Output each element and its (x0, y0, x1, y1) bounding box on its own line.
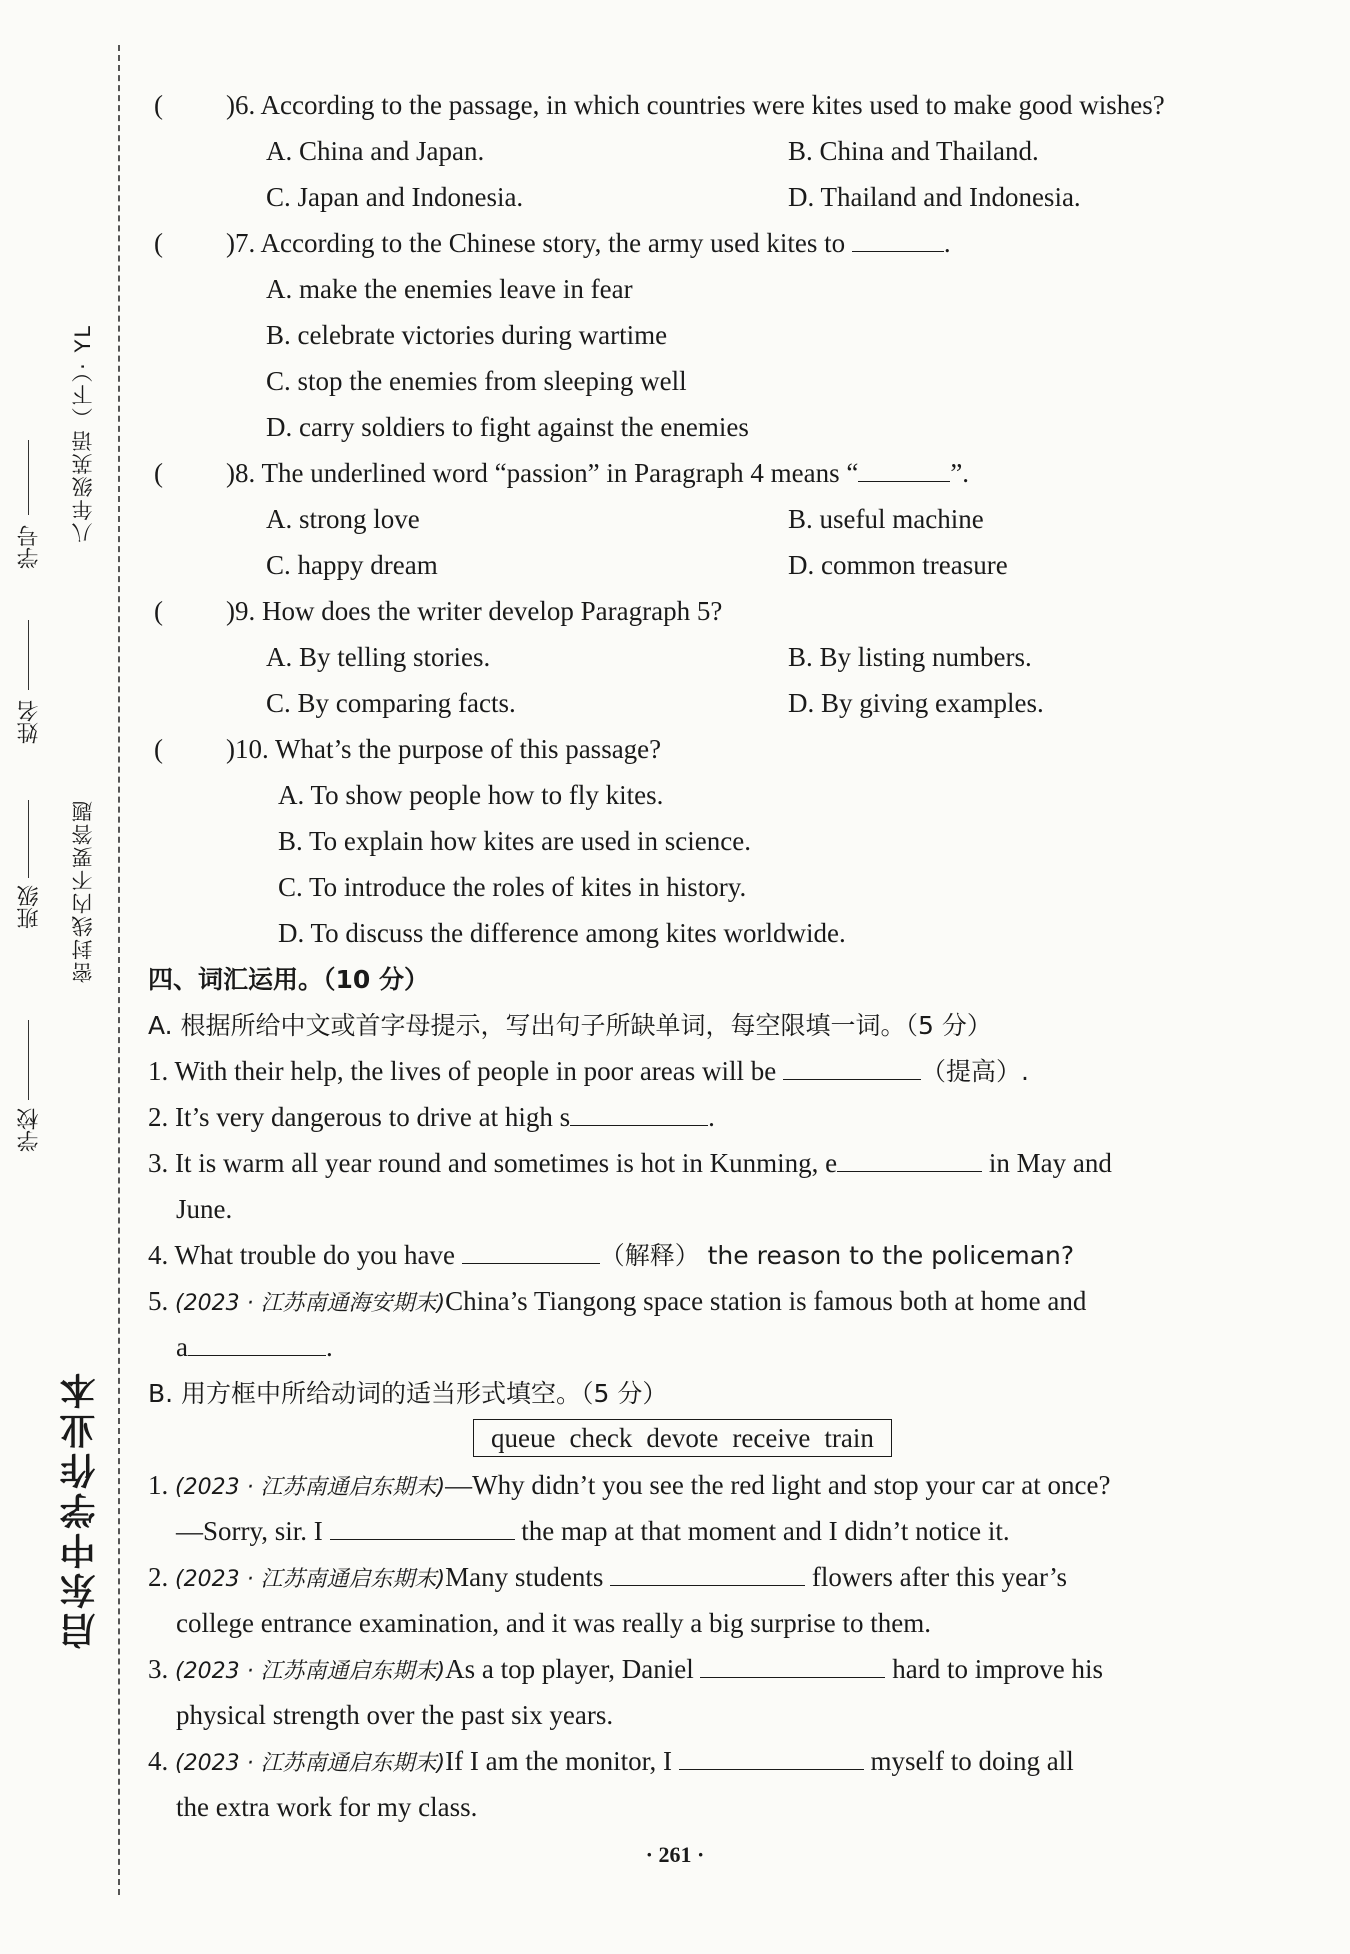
question-text: )6. According to the passage, in which countries were kites used to make good wishes? (226, 90, 1165, 120)
option-d: D. common treasure (788, 550, 1008, 580)
verb-item (148, 1738, 1320, 1784)
option-row (148, 266, 1320, 312)
vocab-item (148, 1278, 1320, 1324)
answer-paren[interactable]: ( (154, 228, 163, 258)
source-tag: (2023 · 江苏南通启东期末) (175, 1475, 446, 1500)
question-text-part: )8. The underlined word “passion” in Paragraph 4 means “ (226, 458, 859, 488)
section-title: 四、词汇运用。（10 分） (148, 965, 429, 994)
item-text (176, 1324, 333, 1370)
item-text: 2. It’s very dangerous to drive at high s (148, 1102, 571, 1132)
section-title-row (148, 956, 1320, 1002)
option-d: D. By giving examples. (788, 688, 1044, 718)
source-tag: (2023 · 江苏南通海安期末) (175, 1291, 446, 1316)
answer-blank[interactable] (700, 1647, 885, 1678)
vocab-item (148, 1048, 1320, 1094)
item-text: physical strength over the past six years. (176, 1700, 614, 1730)
seal-dashed-line (118, 45, 120, 1895)
verb-item (148, 1462, 1320, 1508)
item-text (176, 1508, 1010, 1554)
option-row (148, 496, 1320, 542)
name-field[interactable] (28, 620, 29, 690)
answer-blank[interactable] (570, 1095, 708, 1126)
answer-blank[interactable] (462, 1233, 600, 1264)
verb-item (148, 1554, 1320, 1600)
answer-paren[interactable]: ( (154, 734, 163, 764)
item-hint: （提高）. (921, 1057, 1029, 1086)
option-c: C. happy dream (266, 550, 438, 580)
binding-margin (0, 0, 160, 1954)
option-b: B. To explain how kites are used in science. (278, 826, 751, 856)
item-text: the extra work for my class. (176, 1792, 478, 1822)
student-no-label: 学号 (17, 525, 42, 569)
verb-item-continued (148, 1692, 1320, 1738)
answer-blank[interactable] (330, 1509, 515, 1540)
item-text: myself to doing all (863, 1746, 1074, 1776)
item-hint: （解释） the reason to the policeman? (599, 1241, 1075, 1270)
item-text: 1. With their help, the lives of people in poor areas will be (148, 1056, 784, 1086)
item-text: —Why didn’t you see the red light and stop your car at once? (445, 1470, 1111, 1500)
question-8 (148, 450, 1320, 496)
question-text: )9. How does the writer develop Paragraph 5? (226, 596, 723, 626)
student-no-field[interactable] (28, 440, 29, 515)
option-row (148, 910, 1320, 956)
part-a-instruction-row (148, 1002, 1320, 1048)
item-text: China’s Tiangong space station is famous both at home and (445, 1286, 1087, 1316)
question-text-part: )7. According to the Chinese story, the army used kites to (226, 228, 852, 258)
item-number: 5. (148, 1286, 175, 1316)
vocab-item (148, 1232, 1320, 1278)
option-c: C. Japan and Indonesia. (266, 182, 524, 212)
vocab-item (148, 1094, 1320, 1140)
option-row (148, 128, 1320, 174)
option-a: A. By telling stories. (266, 642, 491, 672)
option-row (148, 312, 1320, 358)
item-text: Many students (445, 1562, 611, 1592)
answer-paren[interactable]: ( (154, 596, 163, 626)
item-text: . (708, 1102, 715, 1132)
option-c: C. By comparing facts. (266, 688, 516, 718)
school-field[interactable] (28, 1020, 29, 1100)
page-number: · 261 · (645, 1842, 705, 1867)
answer-blank[interactable] (837, 1141, 982, 1172)
answer-paren[interactable]: ( (154, 458, 163, 488)
part-b-instruction-row (148, 1370, 1320, 1416)
option-c: C. stop the enemies from sleeping well (266, 366, 687, 396)
question-9 (148, 588, 1320, 634)
option-row (148, 542, 1320, 588)
part-a-instruction: A. 根据所给中文或首字母提示，写出句子所缺单词，每空限填一词。（5 分） (148, 1011, 992, 1040)
option-row (148, 404, 1320, 450)
item-text-part: —Sorry, sir. I (176, 1516, 330, 1546)
item-number: 3. (148, 1654, 175, 1684)
verb-item-continued (148, 1508, 1320, 1554)
sealed-notice: 密封线内不要答题 (68, 795, 98, 987)
item-text: 3. It is warm all year round and sometimes is hot in Kunming, e (148, 1148, 838, 1178)
question-10 (148, 726, 1320, 772)
item-text: flowers after this year’s (805, 1562, 1068, 1592)
verb-item (148, 1646, 1320, 1692)
vocab-item-continued (148, 1324, 1320, 1370)
source-tag: (2023 · 江苏南通启东期末) (175, 1751, 446, 1776)
word-box-item: receive (732, 1423, 811, 1453)
option-a: A. China and Japan. (266, 136, 485, 166)
vocab-item (148, 1140, 1320, 1186)
word-box-item: devote (646, 1423, 719, 1453)
word-box-row (148, 1416, 1320, 1462)
item-text-part: a (176, 1332, 188, 1362)
item-text: 4. What trouble do you have (148, 1240, 462, 1270)
answer-blank[interactable] (679, 1739, 864, 1770)
brand-title: 启东中学作业本 (55, 1365, 106, 1653)
question-text: )10. What’s the purpose of this passage? (226, 734, 662, 764)
class-label: 班级 (17, 885, 42, 929)
option-a: A. strong love (266, 504, 420, 534)
item-number: 4. (148, 1746, 175, 1776)
item-text-part: . (325, 1332, 333, 1362)
option-d: D. Thailand and Indonesia. (788, 182, 1081, 212)
question-7 (148, 220, 1320, 266)
word-box-item: check (569, 1423, 633, 1453)
option-row (148, 680, 1320, 726)
school-label: 学校 (17, 1108, 42, 1152)
item-number: 2. (148, 1562, 175, 1592)
answer-blank[interactable] (610, 1555, 805, 1586)
option-b: B. useful machine (788, 504, 984, 534)
verb-item-continued (148, 1600, 1320, 1646)
option-b: B. China and Thailand. (788, 136, 1039, 166)
option-row (148, 864, 1320, 910)
option-a: A. make the enemies leave in fear (266, 274, 633, 304)
source-tag: (2023 · 江苏南通启东期末) (175, 1567, 446, 1592)
item-text: June. (176, 1194, 233, 1224)
source-tag: (2023 · 江苏南通启东期末) (175, 1659, 446, 1684)
option-row (148, 174, 1320, 220)
option-b: B. By listing numbers. (788, 642, 1032, 672)
question-text (226, 220, 951, 266)
option-row (148, 358, 1320, 404)
option-a: A. To show people how to fly kites. (278, 780, 664, 810)
option-d: D. carry soldiers to fight against the enemies (266, 412, 749, 442)
word-box-item: train (824, 1423, 874, 1453)
answer-blank[interactable] (188, 1325, 326, 1356)
question-text-part: ”. (950, 458, 970, 488)
item-text: college entrance examination, and it was really a big surprise to them. (176, 1608, 931, 1638)
answer-blank[interactable] (783, 1049, 921, 1080)
answer-blank[interactable] (852, 221, 944, 252)
name-label: 姓名 (17, 700, 42, 744)
word-box (473, 1419, 892, 1457)
vocab-item-continued (148, 1186, 1320, 1232)
item-text: hard to improve his (885, 1654, 1103, 1684)
option-d: D. To discuss the difference among kites worldwide. (278, 918, 846, 948)
question-text (226, 450, 969, 496)
option-row (148, 818, 1320, 864)
item-text: in May and (982, 1148, 1112, 1178)
option-c: C. To introduce the roles of kites in history. (278, 872, 747, 902)
item-text-part: the map at that moment and I didn’t notice it. (514, 1516, 1010, 1546)
word-box-item: queue (491, 1423, 556, 1453)
option-row (148, 772, 1320, 818)
answer-blank[interactable] (858, 451, 950, 482)
class-field[interactable] (28, 800, 29, 878)
part-b-instruction: B. 用方框中所给动词的适当形式填空。（5 分） (148, 1379, 668, 1408)
book-tag: 八年级英语（下）· YL (68, 320, 98, 547)
option-b: B. celebrate victories during wartime (266, 320, 668, 350)
worksheet-content (148, 82, 1320, 1830)
verb-item-continued (148, 1784, 1320, 1830)
answer-paren[interactable]: ( (154, 90, 163, 120)
question-6 (148, 82, 1320, 128)
item-text: As a top player, Daniel (445, 1654, 701, 1684)
option-row (148, 634, 1320, 680)
question-text-part: . (943, 228, 951, 258)
item-number: 1. (148, 1470, 175, 1500)
item-text: If I am the monitor, I (445, 1746, 679, 1776)
